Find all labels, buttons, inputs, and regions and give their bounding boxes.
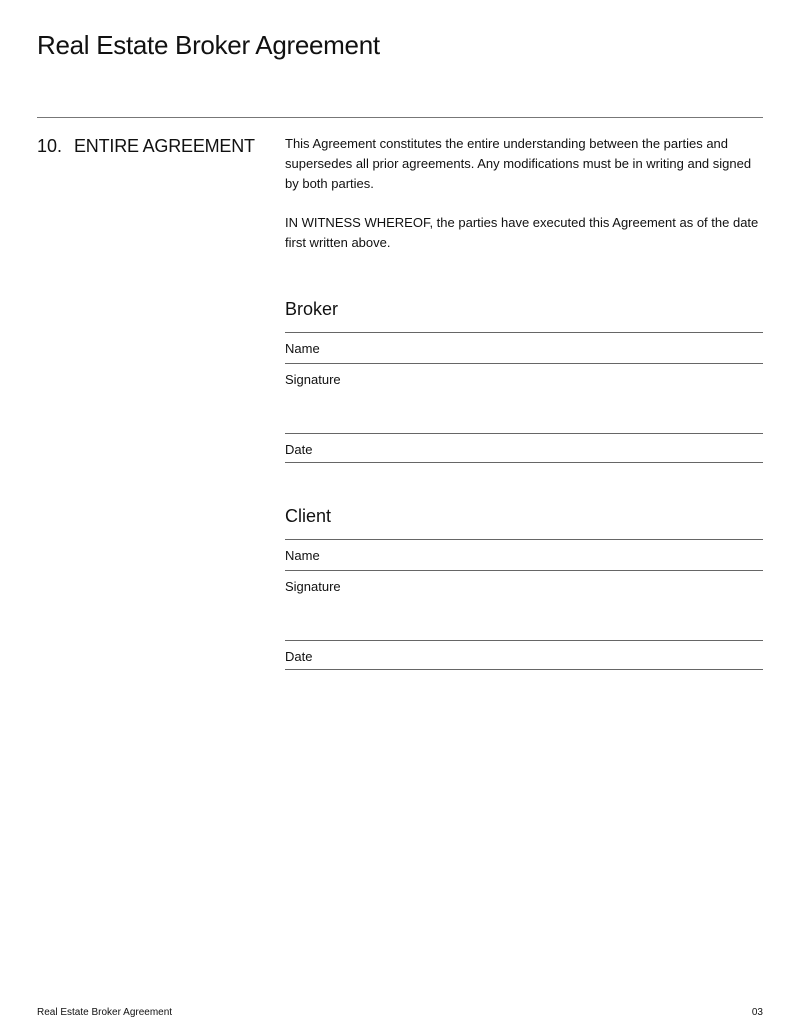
field-label: Signature — [285, 579, 341, 594]
date-field[interactable] — [285, 640, 763, 670]
paragraph: This Agreement constitutes the entire understanding between the parties and supersedes all prior agreements. Any modifications must be in writing and signed by both parties. — [285, 136, 752, 191]
section-body — [285, 134, 765, 272]
document-title: Real Estate Broker Agreement — [37, 30, 380, 60]
field-label: Name — [285, 548, 320, 563]
date-field[interactable] — [285, 433, 763, 463]
section-heading: ENTIRE AGREEMENT — [74, 136, 255, 156]
name-field[interactable] — [285, 539, 763, 570]
signature-block-broker — [285, 297, 763, 463]
field-label: Name — [285, 341, 320, 356]
section-number: 10. — [37, 136, 63, 156]
field-label: Date — [285, 649, 313, 664]
footer-title: Real Estate Broker Agreement — [37, 1007, 173, 1018]
page-number: 03 — [751, 1007, 763, 1018]
field-label: Signature — [285, 372, 341, 387]
party-heading: Client — [285, 506, 332, 526]
header-divider — [37, 117, 763, 118]
paragraph: IN WITNESS WHEREOF, the parties have executed this Agreement as of the date first written above. — [285, 215, 759, 250]
signature-field[interactable] — [285, 570, 763, 640]
signature-field[interactable] — [285, 363, 763, 433]
party-heading: Broker — [285, 299, 339, 319]
signature-block-client — [285, 504, 763, 670]
field-label: Date — [285, 442, 313, 457]
name-field[interactable] — [285, 332, 763, 363]
